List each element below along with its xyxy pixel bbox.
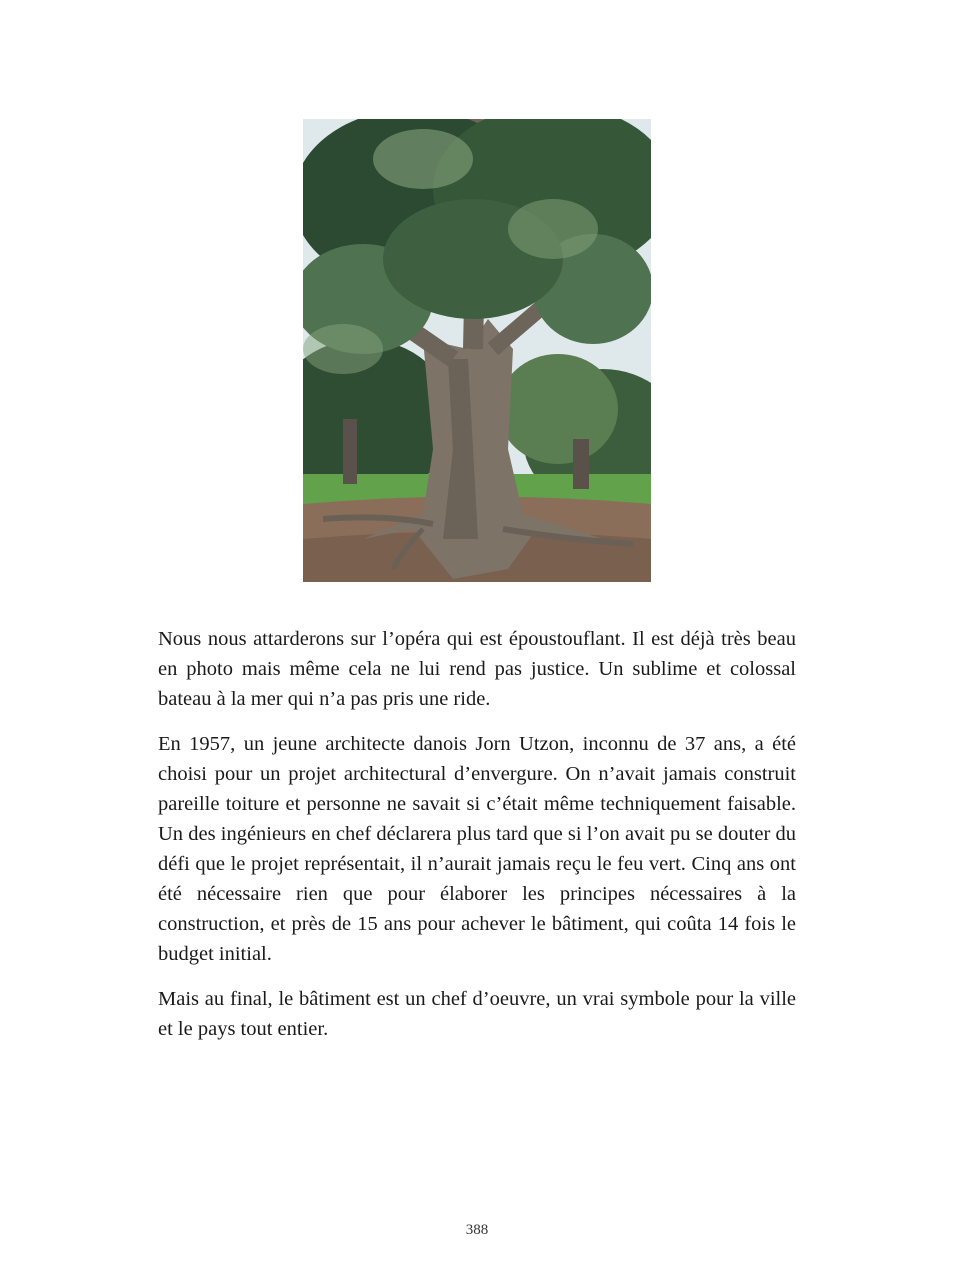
body-text [158,624,796,1059]
tree-photo [303,119,651,582]
page-number: 388 [465,1222,489,1238]
paragraph-3: Mais au final, le bâtiment est un chef d’oeuvre, un vrai symbole pour la ville et le pays tout entier. [158,988,796,1040]
paragraph-1: Nous nous attarderons sur l’opéra qui est époustouflant. Il est déjà très beau en photo mais même cela ne lui rend pas justice. Un sublime et colossal bateau à la mer qui n’a pas pris une ride. [158,628,796,710]
paragraph-2: En 1957, un jeune architecte danois Jorn Utzon, inconnu de 37 ans, a été choisi pour un projet architectural d’envergure. On n’avait jamais construit pareille toiture et personne ne savait si c’était même techniquement faisable. Un des ingénieurs en chef déclarera plus tard que si l’on avait pu se douter du défi que le projet représentait, il n’aurait jamais reçu le feu vert. Cinq ans ont été nécessaire rien que pour élaborer les principes nécessaires à la construction, et près de 15 ans pour achever le bâtiment, qui coûta 14 fois le budget initial. [158,733,796,965]
